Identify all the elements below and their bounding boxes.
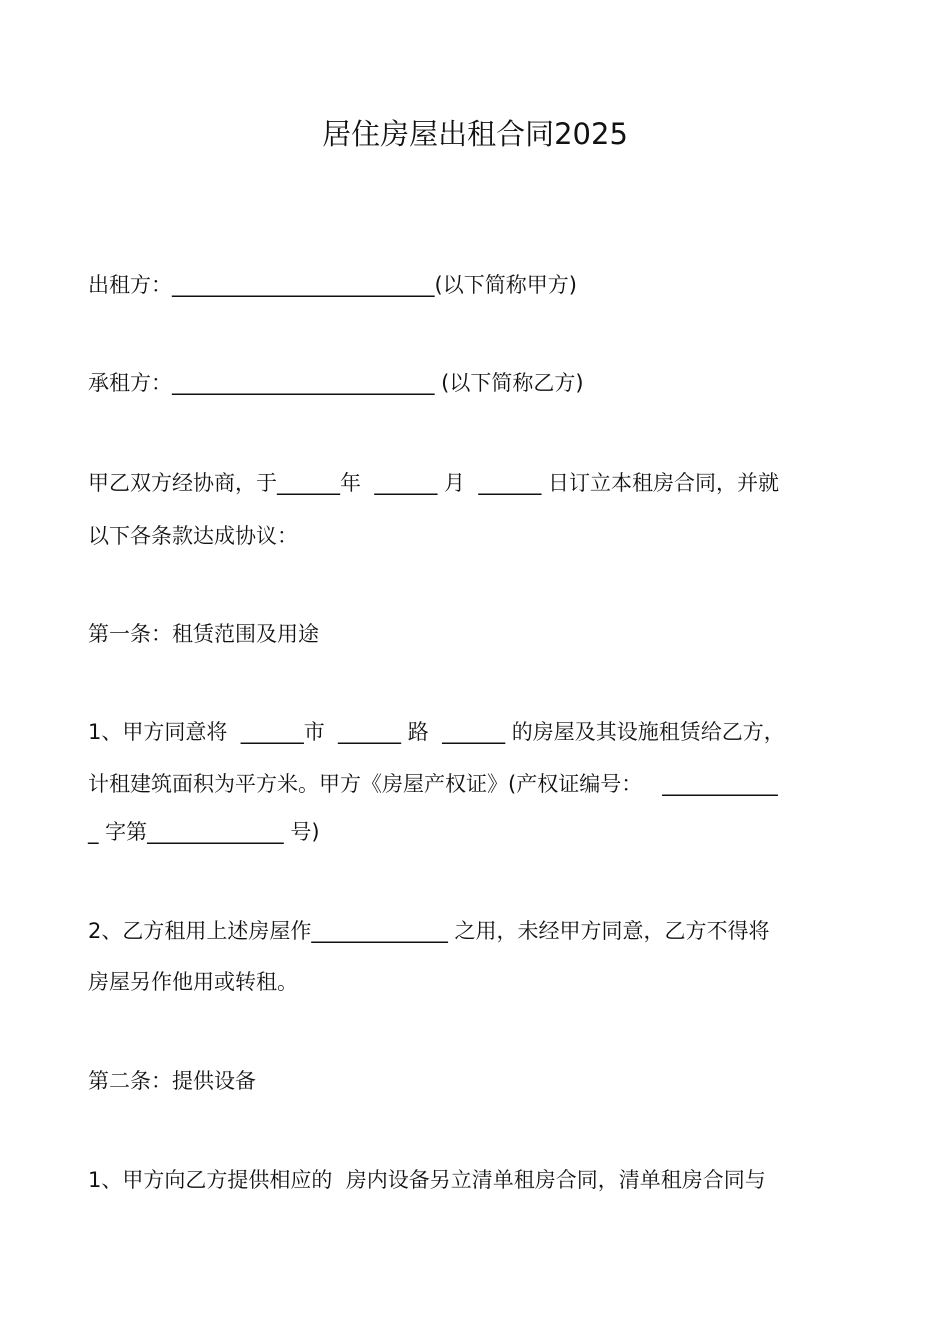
intro-paragraph-line-2: 以下各条款达成协议： xyxy=(88,524,298,548)
article1-heading: 第一条：租赁范围及用途 xyxy=(88,622,319,646)
article2-heading: 第二条：提供设备 xyxy=(88,1069,256,1093)
intro-paragraph-line-1: 甲乙双方经协商，于______年 ______ 月 ______ 日订立本租房合同，并就 xyxy=(88,471,780,495)
document-title: 居住房屋出租合同2025 xyxy=(322,117,628,151)
lessor-line: 出租方：_________________________(以下简称甲方) xyxy=(88,273,577,297)
article1-clause1-line-1: 1、甲方同意将 ______市 ______ 路 ______ 的房屋及其设施租赁给乙方， xyxy=(88,720,785,744)
lessee-line: 承租方：_________________________ (以下简称乙方) xyxy=(88,371,584,395)
article1-clause2-line-1: 2、乙方租用上述房屋作_____________ 之用，未经甲方同意，乙方不得将 xyxy=(88,919,770,943)
article1-clause1-line-2: 计租建筑面积为平方米。甲方《房屋产权证》(产权证编号： ___________ xyxy=(88,772,778,796)
article1-clause2-line-2: 房屋另作他用或转租。 xyxy=(88,970,298,994)
article1-clause1-line-3: _ 字第_____________ 号) xyxy=(88,820,320,844)
article2-clause1-line-1: 1、甲方向乙方提供相应的 房内设备另立清单租房合同，清单租房合同与 xyxy=(88,1168,766,1192)
